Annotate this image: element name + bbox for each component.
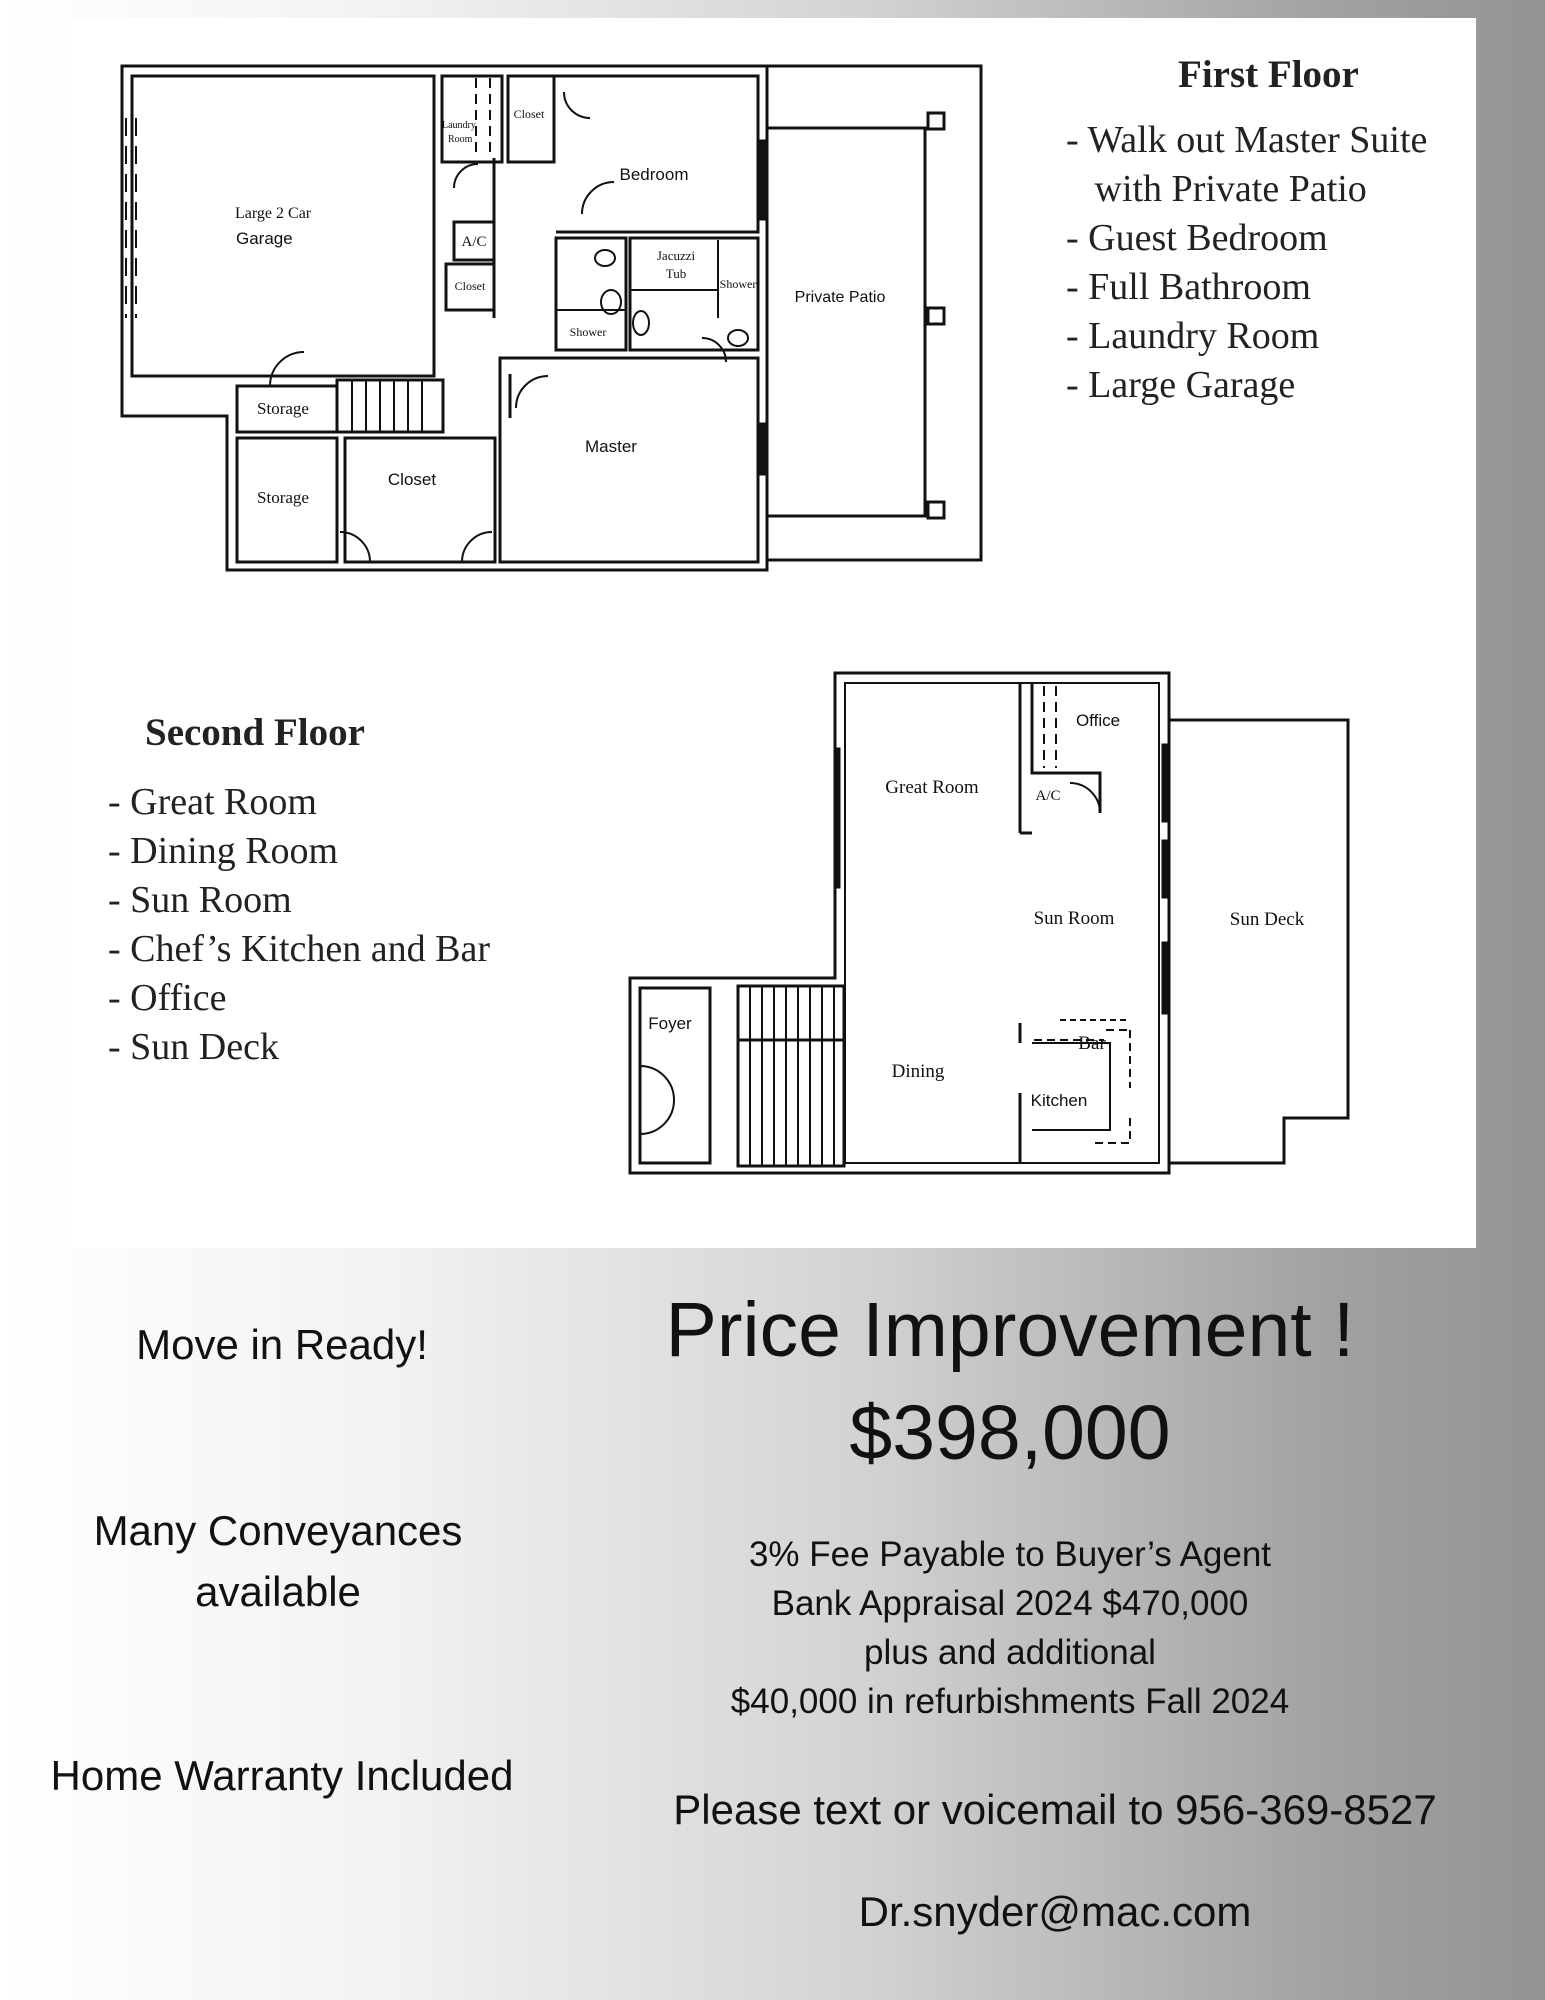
first-floor-title: First Floor: [1178, 53, 1359, 96]
feature-item: - Sun Room: [108, 879, 292, 921]
room-label: Closet: [454, 279, 486, 293]
room-label: Shower: [719, 277, 757, 291]
home-warranty: Home Warranty Included: [50, 1752, 514, 1799]
feature-item: - Chef’s Kitchen and Bar: [108, 928, 490, 970]
buyer-agent-fee: 3% Fee Payable to Buyer’s Agent: [748, 1535, 1272, 1574]
bank-appraisal: Bank Appraisal 2024 $470,000: [771, 1584, 1249, 1623]
second-floor-features: [108, 778, 490, 1072]
feature-item: - Large Garage: [1066, 364, 1296, 406]
room-label: Great Room: [885, 777, 979, 798]
contact-email[interactable]: Dr.snyder@mac.com: [858, 1888, 1252, 1935]
feature-item: - Dining Room: [108, 830, 339, 872]
room-label: Large 2 Car: [235, 205, 312, 222]
feature-item: - Office: [108, 977, 227, 1019]
contact-phone[interactable]: Please text or voicemail to 956-369-8527: [673, 1786, 1437, 1833]
room-label: Room: [448, 134, 473, 145]
room-label: Shower: [569, 325, 607, 339]
room-label: Storage: [257, 488, 309, 507]
room-label: Foyer: [648, 1014, 692, 1033]
room-label: Storage: [257, 399, 309, 418]
room-label: Private Patio: [794, 289, 886, 306]
feature-item: - Laundry Room: [1066, 315, 1320, 357]
feature-item: - Walk out Master Suite: [1066, 119, 1428, 161]
room-label: Sun Deck: [1229, 909, 1305, 930]
price-improvement-headline: Price Improvement !: [665, 1287, 1355, 1373]
room-label: Bedroom: [619, 165, 689, 184]
feature-item: - Sun Deck: [108, 1026, 279, 1068]
room-label: Laundry: [442, 120, 476, 131]
first-floor-features: [1066, 116, 1427, 410]
room-label: Closet: [387, 470, 437, 489]
room-label: A/C: [1035, 788, 1061, 804]
feature-item: - Great Room: [108, 781, 317, 823]
room-label: Master: [585, 437, 637, 456]
room-label: Garage: [236, 229, 293, 248]
second-floor-title: Second Floor: [145, 711, 365, 754]
price: $398,000: [849, 1390, 1171, 1476]
room-label: Office: [1075, 711, 1121, 730]
room-label: Jacuzzi: [656, 248, 696, 263]
room-label: Tub: [665, 266, 687, 281]
conveyances-line-1: Many Conveyances: [93, 1507, 463, 1554]
room-label: Dining: [891, 1061, 945, 1082]
room-label: A/C: [461, 234, 487, 250]
feature-item: with Private Patio: [1066, 168, 1367, 210]
feature-item: - Full Bathroom: [1066, 266, 1311, 308]
room-label: Bar: [1078, 1033, 1106, 1054]
refurbishment-line-1: plus and additional: [864, 1633, 1156, 1672]
move-in-ready: Move in Ready!: [136, 1321, 428, 1368]
refurbishment-line-2: $40,000 in refurbishments Fall 2024: [730, 1682, 1290, 1721]
conveyances-line-2: available: [195, 1568, 361, 1615]
room-label: Kitchen: [1030, 1091, 1088, 1110]
floor-plan-panel: [70, 18, 1476, 1248]
feature-item: - Guest Bedroom: [1066, 217, 1328, 259]
room-label: Closet: [513, 107, 545, 121]
room-label: Sun Room: [1033, 908, 1115, 929]
